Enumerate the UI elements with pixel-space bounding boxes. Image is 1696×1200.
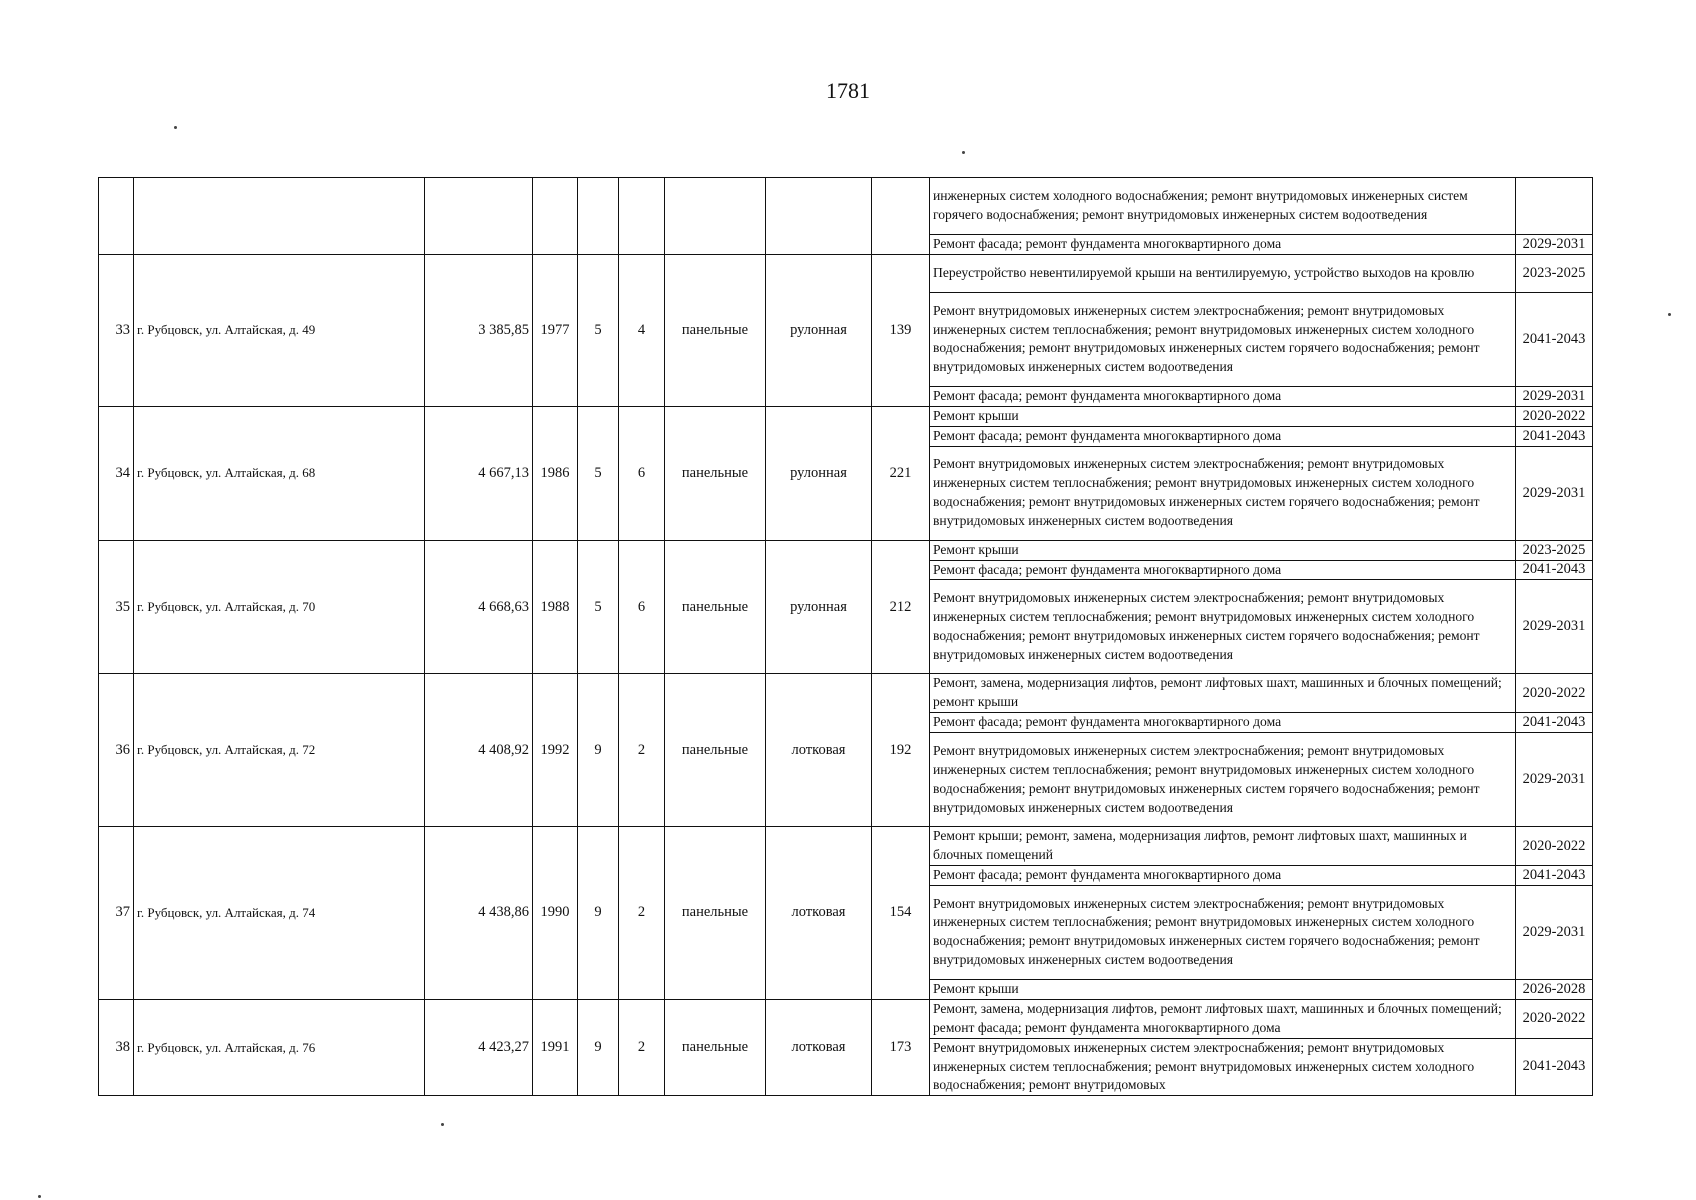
row-number: 37 <box>99 827 134 1000</box>
work-description-cell: Ремонт крыши <box>930 540 1516 560</box>
row-number <box>99 178 134 255</box>
floors-cell: 9 <box>578 827 619 1000</box>
entrances-cell: 2 <box>619 674 665 827</box>
year-cell <box>533 178 578 255</box>
work-description-cell: Ремонт крыши; ремонт, замена, модернизация лифтов, ремонт лифтовых шахт, машинных и блочных помещений <box>930 827 1516 866</box>
wall-material-cell: панельные <box>665 674 766 827</box>
page-number: 1781 <box>826 78 870 103</box>
wall-material-cell: панельные <box>665 406 766 540</box>
entrances-cell: 6 <box>619 406 665 540</box>
table-row <box>99 178 1593 235</box>
address-cell: г. Рубцовск, ул. Алтайская, д. 49 <box>134 254 425 406</box>
row-number: 36 <box>99 674 134 827</box>
work-description-cell: Ремонт, замена, модернизация лифтов, ремонт лифтовых шахт, машинных и блочных помещений; ремонт крыши <box>930 674 1516 713</box>
period-cell: 2020-2022 <box>1516 827 1593 866</box>
address-cell: г. Рубцовск, ул. Алтайская, д. 74 <box>134 827 425 1000</box>
work-description-cell: Ремонт крыши <box>930 406 1516 426</box>
roof-type-cell <box>766 178 872 255</box>
table-row <box>99 827 1593 866</box>
floors-cell: 5 <box>578 254 619 406</box>
floors-cell: 9 <box>578 999 619 1096</box>
area-cell: 3 385,85 <box>425 254 533 406</box>
work-description-cell: Ремонт фасада; ремонт фундамента многоквартирного дома <box>930 235 1516 255</box>
period-cell: 2041-2043 <box>1516 713 1593 733</box>
period-cell <box>1516 178 1593 235</box>
scan-speck <box>38 1195 41 1198</box>
area-cell <box>425 178 533 255</box>
work-description-cell: Ремонт фасада; ремонт фундамента многоквартирного дома <box>930 386 1516 406</box>
period-cell: 2041-2043 <box>1516 865 1593 885</box>
work-description-cell: Ремонт внутридомовых инженерных систем электроснабжения; ремонт внутридомовых инженерных систем теплоснабжения; ремонт внутридомовых инженерных систем холодного водоснабжения; ремонт внутридомовых <box>930 1038 1516 1096</box>
residents-cell: 221 <box>872 406 930 540</box>
residents-cell: 154 <box>872 827 930 1000</box>
period-cell: 2029-2031 <box>1516 235 1593 255</box>
floors-cell: 9 <box>578 674 619 827</box>
area-cell: 4 667,13 <box>425 406 533 540</box>
work-description-cell: Ремонт фасада; ремонт фундамента многоквартирного дома <box>930 865 1516 885</box>
wall-material-cell: панельные <box>665 254 766 406</box>
residents-cell: 139 <box>872 254 930 406</box>
table-row <box>99 999 1593 1038</box>
address-cell: г. Рубцовск, ул. Алтайская, д. 70 <box>134 540 425 674</box>
period-cell: 2026-2028 <box>1516 979 1593 999</box>
work-description-cell: инженерных систем холодного водоснабжения; ремонт внутридомовых инженерных систем горячего водоснабжения; ремонт внутридомовых инженерных систем водоотведения <box>930 178 1516 235</box>
entrances-cell: 6 <box>619 540 665 674</box>
period-cell: 2029-2031 <box>1516 580 1593 674</box>
work-description-cell: Ремонт внутридомовых инженерных систем электроснабжения; ремонт внутридомовых инженерных систем теплоснабжения; ремонт внутридомовых инженерных систем холодного водоснабжения; ремонт внутридомовых инженерных систем горячего водоснабжения; ремонт внутридомовых инженерных систем водоотведения <box>930 885 1516 979</box>
floors-cell: 5 <box>578 406 619 540</box>
address-cell <box>134 178 425 255</box>
area-cell: 4 668,63 <box>425 540 533 674</box>
period-cell: 2029-2031 <box>1516 386 1593 406</box>
residents-cell: 173 <box>872 999 930 1096</box>
roof-type-cell: рулонная <box>766 540 872 674</box>
period-cell: 2029-2031 <box>1516 733 1593 827</box>
entrances-cell: 2 <box>619 827 665 1000</box>
area-cell: 4 438,86 <box>425 827 533 1000</box>
period-cell: 2023-2025 <box>1516 540 1593 560</box>
year-cell: 1992 <box>533 674 578 827</box>
period-cell: 2041-2043 <box>1516 426 1593 446</box>
row-number: 35 <box>99 540 134 674</box>
roof-type-cell: рулонная <box>766 254 872 406</box>
residents-cell <box>872 178 930 255</box>
table-row <box>99 540 1593 560</box>
roof-type-cell: лотковая <box>766 999 872 1096</box>
work-description-cell: Ремонт внутридомовых инженерных систем электроснабжения; ремонт внутридомовых инженерных систем теплоснабжения; ремонт внутридомовых инженерных систем холодного водоснабжения; ремонт внутридомовых инженерных систем горячего водоснабжения; ремонт внутридомовых инженерных систем водоотведения <box>930 446 1516 540</box>
work-description-cell: Ремонт фасада; ремонт фундамента многоквартирного дома <box>930 713 1516 733</box>
row-number: 33 <box>99 254 134 406</box>
row-number: 34 <box>99 406 134 540</box>
period-cell: 2041-2043 <box>1516 292 1593 386</box>
work-description-cell: Ремонт внутридомовых инженерных систем электроснабжения; ремонт внутридомовых инженерных систем теплоснабжения; ремонт внутридомовых инженерных систем холодного водоснабжения; ремонт внутридомовых инженерных систем горячего водоснабжения; ремонт внутридомовых инженерных систем водоотведения <box>930 733 1516 827</box>
period-cell: 2020-2022 <box>1516 406 1593 426</box>
area-cell: 4 423,27 <box>425 999 533 1096</box>
scan-speck <box>962 151 965 154</box>
period-cell: 2020-2022 <box>1516 999 1593 1038</box>
floors-cell <box>578 178 619 255</box>
scan-speck <box>441 1123 444 1126</box>
entrances-cell: 2 <box>619 999 665 1096</box>
period-cell: 2041-2043 <box>1516 560 1593 580</box>
work-description-cell: Переустройство невентилируемой крыши на вентилируемую, устройство выходов на кровлю <box>930 254 1516 292</box>
scan-speck <box>174 126 177 129</box>
roof-type-cell: лотковая <box>766 827 872 1000</box>
period-cell: 2041-2043 <box>1516 1038 1593 1096</box>
repair-schedule-table <box>98 177 1593 1096</box>
wall-material-cell: панельные <box>665 999 766 1096</box>
table-row <box>99 406 1593 426</box>
period-cell: 2029-2031 <box>1516 885 1593 979</box>
entrances-cell <box>619 178 665 255</box>
period-cell: 2023-2025 <box>1516 254 1593 292</box>
work-description-cell: Ремонт фасада; ремонт фундамента многоквартирного дома <box>930 560 1516 580</box>
address-cell: г. Рубцовск, ул. Алтайская, д. 72 <box>134 674 425 827</box>
work-description-cell: Ремонт фасада; ремонт фундамента многоквартирного дома <box>930 426 1516 446</box>
year-cell: 1990 <box>533 827 578 1000</box>
period-cell: 2020-2022 <box>1516 674 1593 713</box>
period-cell: 2029-2031 <box>1516 446 1593 540</box>
residents-cell: 192 <box>872 674 930 827</box>
year-cell: 1991 <box>533 999 578 1096</box>
year-cell: 1986 <box>533 406 578 540</box>
wall-material-cell <box>665 178 766 255</box>
table-row <box>99 674 1593 713</box>
table-row <box>99 254 1593 292</box>
scan-speck <box>1668 313 1671 316</box>
year-cell: 1988 <box>533 540 578 674</box>
residents-cell: 212 <box>872 540 930 674</box>
year-cell: 1977 <box>533 254 578 406</box>
entrances-cell: 4 <box>619 254 665 406</box>
address-cell: г. Рубцовск, ул. Алтайская, д. 76 <box>134 999 425 1096</box>
roof-type-cell: лотковая <box>766 674 872 827</box>
wall-material-cell: панельные <box>665 827 766 1000</box>
work-description-cell: Ремонт, замена, модернизация лифтов, ремонт лифтовых шахт, машинных и блочных помещений; ремонт фасада; ремонт фундамента многоквартирного дома <box>930 999 1516 1038</box>
row-number: 38 <box>99 999 134 1096</box>
floors-cell: 5 <box>578 540 619 674</box>
area-cell: 4 408,92 <box>425 674 533 827</box>
work-description-cell: Ремонт внутридомовых инженерных систем электроснабжения; ремонт внутридомовых инженерных систем теплоснабжения; ремонт внутридомовых инженерных систем холодного водоснабжения; ремонт внутридомовых инженерных систем горячего водоснабжения; ремонт внутридомовых инженерных систем водоотведения <box>930 580 1516 674</box>
roof-type-cell: рулонная <box>766 406 872 540</box>
address-cell: г. Рубцовск, ул. Алтайская, д. 68 <box>134 406 425 540</box>
wall-material-cell: панельные <box>665 540 766 674</box>
work-description-cell: Ремонт крыши <box>930 979 1516 999</box>
work-description-cell: Ремонт внутридомовых инженерных систем электроснабжения; ремонт внутридомовых инженерных систем теплоснабжения; ремонт внутридомовых инженерных систем холодного водоснабжения; ремонт внутридомовых инженерных систем горячего водоснабжения; ремонт внутридомовых инженерных систем водоотведения <box>930 292 1516 386</box>
